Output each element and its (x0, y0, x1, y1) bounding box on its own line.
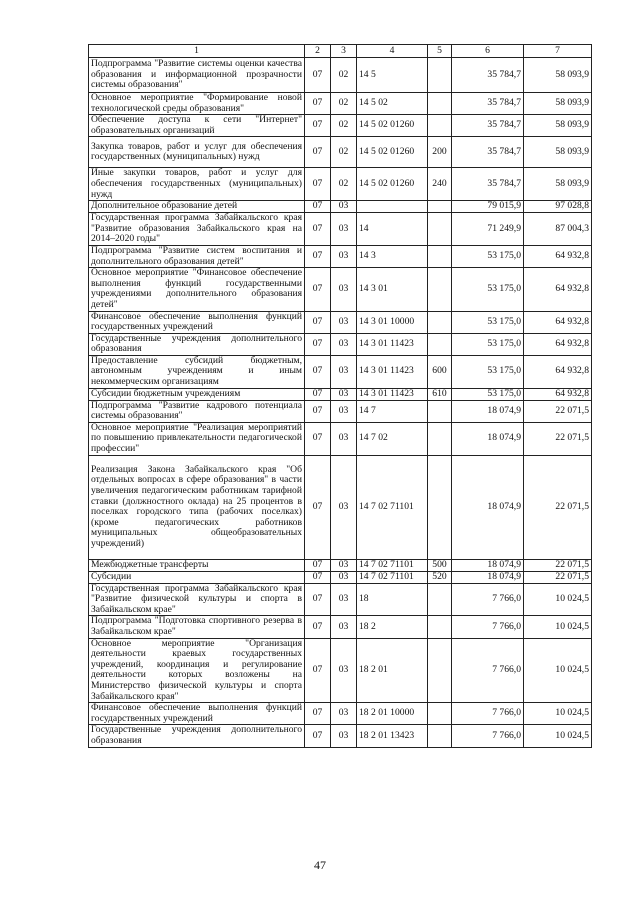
row-subsection: 03 (331, 388, 357, 400)
row-section: 07 (305, 559, 331, 571)
row-target-code: 18 2 01 (357, 638, 428, 703)
row-subsection: 03 (331, 333, 357, 355)
row-amount-col6: 79 015,9 (452, 201, 524, 213)
row-section: 07 (305, 703, 331, 725)
row-name: Предоставление субсидий бюджетным, автономным учреждениям и иным некоммерческим организациям (89, 355, 305, 388)
row-amount-col6: 35 784,7 (452, 168, 524, 201)
row-subsection: 03 (331, 725, 357, 747)
row-amount-col7: 10 024,5 (524, 638, 592, 703)
row-amount-col7: 64 932,8 (524, 245, 592, 267)
row-subsection: 02 (331, 168, 357, 201)
row-subsection: 03 (331, 571, 357, 583)
column-header: 5 (428, 45, 452, 58)
row-target-code: 18 (357, 583, 428, 616)
column-header: 1 (89, 45, 305, 58)
row-subsection: 03 (331, 616, 357, 638)
row-target-code: 18 2 01 10000 (357, 703, 428, 725)
row-section: 07 (305, 725, 331, 747)
row-amount-col7: 58 093,9 (524, 115, 592, 137)
table-header-row (89, 45, 592, 58)
row-target-code: 14 3 (357, 245, 428, 267)
row-expense-type (428, 725, 452, 747)
row-section: 07 (305, 638, 331, 703)
row-expense-type (428, 616, 452, 638)
row-amount-col7: 10 024,5 (524, 616, 592, 638)
row-section: 07 (305, 571, 331, 583)
table-row (89, 422, 592, 455)
row-target-code: 14 (357, 213, 428, 246)
row-amount-col7: 22 071,5 (524, 571, 592, 583)
row-target-code: 14 5 02 01260 (357, 115, 428, 137)
row-amount-col6: 7 766,0 (452, 616, 524, 638)
row-amount-col7: 58 093,9 (524, 137, 592, 168)
row-target-code: 14 7 02 (357, 422, 428, 455)
row-amount-col6: 18 074,9 (452, 455, 524, 559)
row-target-code: 14 5 02 (357, 93, 428, 115)
table-row (89, 333, 592, 355)
row-target-code: 14 5 02 01260 (357, 168, 428, 201)
row-amount-col7: 22 071,5 (524, 455, 592, 559)
row-amount-col6: 53 175,0 (452, 311, 524, 333)
row-target-code: 14 7 (357, 400, 428, 422)
row-name: Основное мероприятие "Формирование новой технологической среды образования" (89, 93, 305, 115)
table-row (89, 201, 592, 213)
row-amount-col7: 64 932,8 (524, 355, 592, 388)
row-subsection: 03 (331, 400, 357, 422)
row-section: 07 (305, 400, 331, 422)
row-expense-type (428, 58, 452, 93)
row-name: Подпрограмма "Подготовка спортивного резерва в Забайкальском крае" (89, 616, 305, 638)
row-name: Реализация Закона Забайкальского края "Об отдельных вопросах в сфере образования" в части увеличения педагогическим работникам тарифной ставки (должностного оклада) на 25 процентов в поселках городского типа (рабочих поселках) (кроме педагогических работников муниципальных общеобразовательных учреждений) (89, 455, 305, 559)
table-row (89, 400, 592, 422)
row-subsection: 03 (331, 583, 357, 616)
row-section: 07 (305, 422, 331, 455)
row-amount-col7: 10 024,5 (524, 583, 592, 616)
table-row (89, 583, 592, 616)
row-amount-col6: 35 784,7 (452, 115, 524, 137)
row-amount-col7: 10 024,5 (524, 725, 592, 747)
row-section: 07 (305, 311, 331, 333)
row-name: Подпрограмма "Развитие систем воспитания и дополнительного образования детей" (89, 245, 305, 267)
row-expense-type: 520 (428, 571, 452, 583)
row-amount-col7: 10 024,5 (524, 703, 592, 725)
row-amount-col6: 18 074,9 (452, 559, 524, 571)
table-row (89, 725, 592, 747)
row-subsection: 02 (331, 93, 357, 115)
row-section: 07 (305, 93, 331, 115)
row-target-code: 14 5 02 01260 (357, 137, 428, 168)
table-row (89, 137, 592, 168)
row-amount-col7: 64 932,8 (524, 311, 592, 333)
column-header: 6 (452, 45, 524, 58)
row-amount-col6: 35 784,7 (452, 58, 524, 93)
row-expense-type: 200 (428, 137, 452, 168)
row-target-code: 14 5 (357, 58, 428, 93)
row-amount-col6: 7 766,0 (452, 703, 524, 725)
row-expense-type: 500 (428, 559, 452, 571)
row-expense-type (428, 583, 452, 616)
column-header: 4 (357, 45, 428, 58)
row-section: 07 (305, 58, 331, 93)
row-amount-col6: 7 766,0 (452, 583, 524, 616)
row-subsection: 02 (331, 58, 357, 93)
table-row (89, 455, 592, 559)
row-amount-col6: 53 175,0 (452, 268, 524, 311)
row-amount-col6: 35 784,7 (452, 93, 524, 115)
table-row (89, 168, 592, 201)
page-number: 47 (314, 858, 326, 872)
row-section: 07 (305, 355, 331, 388)
row-expense-type: 240 (428, 168, 452, 201)
row-name: Дополнительное образование детей (89, 201, 305, 213)
column-header: 2 (305, 45, 331, 58)
row-name: Субсидии бюджетным учреждениям (89, 388, 305, 400)
row-name: Государственная программа Забайкальского края "Развитие образования Забайкальского края на 2014–2020 годы" (89, 213, 305, 246)
table-row (89, 703, 592, 725)
row-amount-col6: 7 766,0 (452, 725, 524, 747)
row-expense-type (428, 703, 452, 725)
row-name: Основное мероприятие "Финансовое обеспечение выполнения функций государственными учреждениями дополнительного образования детей" (89, 268, 305, 311)
row-name: Финансовое обеспечение выполнения функций государственных учреждений (89, 703, 305, 725)
row-subsection: 03 (331, 213, 357, 246)
row-subsection: 02 (331, 137, 357, 168)
row-amount-col7: 64 932,8 (524, 388, 592, 400)
row-name: Межбюджетные трансферты (89, 559, 305, 571)
row-section: 07 (305, 115, 331, 137)
row-section: 07 (305, 213, 331, 246)
row-subsection: 03 (331, 703, 357, 725)
row-target-code: 18 2 01 13423 (357, 725, 428, 747)
row-subsection: 03 (331, 268, 357, 311)
row-section: 07 (305, 268, 331, 311)
row-target-code: 14 3 01 (357, 268, 428, 311)
row-subsection: 03 (331, 201, 357, 213)
row-section: 07 (305, 137, 331, 168)
column-header: 3 (331, 45, 357, 58)
row-subsection: 03 (331, 422, 357, 455)
row-expense-type (428, 245, 452, 267)
table-row (89, 58, 592, 93)
row-subsection: 02 (331, 115, 357, 137)
table-row (89, 115, 592, 137)
row-amount-col6: 53 175,0 (452, 245, 524, 267)
row-name: Основное мероприятие "Реализация мероприятий по повышению привлекательности педагогической профессии" (89, 422, 305, 455)
row-name: Государственные учреждения дополнительного образования (89, 725, 305, 747)
table-row (89, 559, 592, 571)
table-row (89, 571, 592, 583)
table-row (89, 245, 592, 267)
row-amount-col7: 97 028,8 (524, 201, 592, 213)
budget-table (88, 44, 592, 748)
row-target-code: 14 7 02 71101 (357, 571, 428, 583)
row-name: Обеспечение доступа к сети "Интернет" образовательных организаций (89, 115, 305, 137)
table-row (89, 213, 592, 246)
row-amount-col6: 53 175,0 (452, 333, 524, 355)
row-expense-type (428, 93, 452, 115)
column-header: 7 (524, 45, 592, 58)
row-target-code (357, 201, 428, 213)
row-amount-col6: 53 175,0 (452, 388, 524, 400)
row-target-code: 14 3 01 11423 (357, 388, 428, 400)
row-amount-col6: 18 074,9 (452, 422, 524, 455)
row-subsection: 03 (331, 455, 357, 559)
row-subsection: 03 (331, 559, 357, 571)
row-target-code: 14 3 01 10000 (357, 311, 428, 333)
row-subsection: 03 (331, 355, 357, 388)
row-amount-col6: 35 784,7 (452, 137, 524, 168)
table-row (89, 268, 592, 311)
row-expense-type (428, 400, 452, 422)
row-section: 07 (305, 333, 331, 355)
row-amount-col7: 22 071,5 (524, 422, 592, 455)
row-amount-col7: 87 004,3 (524, 213, 592, 246)
row-amount-col7: 58 093,9 (524, 168, 592, 201)
row-expense-type (428, 422, 452, 455)
row-amount-col6: 7 766,0 (452, 638, 524, 703)
row-expense-type (428, 213, 452, 246)
row-section: 07 (305, 583, 331, 616)
row-section: 07 (305, 455, 331, 559)
row-expense-type (428, 311, 452, 333)
row-name: Основное мероприятие "Организация деятельности краевых государственных учреждений, координация и регулирование деятельности которых возложены на Министерство физической культуры и спорта Забайкальского края" (89, 638, 305, 703)
row-expense-type (428, 115, 452, 137)
row-target-code: 14 7 02 71101 (357, 455, 428, 559)
row-subsection: 03 (331, 638, 357, 703)
row-amount-col6: 18 074,9 (452, 571, 524, 583)
row-amount-col7: 64 932,8 (524, 333, 592, 355)
row-target-code: 14 3 01 11423 (357, 333, 428, 355)
row-name: Финансовое обеспечение выполнения функций государственных учреждений (89, 311, 305, 333)
row-name: Подпрограмма "Развитие кадрового потенциала системы образования" (89, 400, 305, 422)
row-name: Иные закупки товаров, работ и услуг для обеспечения государственных (муниципальных) нужд (89, 168, 305, 201)
row-section: 07 (305, 245, 331, 267)
table-row (89, 311, 592, 333)
table-row (89, 93, 592, 115)
row-name: Подпрограмма "Развитие системы оценки качества образования и информационной прозрачности системы образования" (89, 58, 305, 93)
row-amount-col6: 53 175,0 (452, 355, 524, 388)
row-subsection: 03 (331, 245, 357, 267)
row-target-code: 18 2 (357, 616, 428, 638)
row-section: 07 (305, 388, 331, 400)
table-row (89, 616, 592, 638)
row-amount-col7: 22 071,5 (524, 559, 592, 571)
row-amount-col7: 58 093,9 (524, 93, 592, 115)
table-row (89, 638, 592, 703)
row-target-code: 14 7 02 71101 (357, 559, 428, 571)
row-name: Субсидии (89, 571, 305, 583)
row-amount-col7: 64 932,8 (524, 268, 592, 311)
table-row (89, 388, 592, 400)
row-section: 07 (305, 616, 331, 638)
table-row (89, 355, 592, 388)
row-amount-col6: 71 249,9 (452, 213, 524, 246)
row-section: 07 (305, 201, 331, 213)
row-subsection: 03 (331, 311, 357, 333)
row-expense-type (428, 201, 452, 213)
row-expense-type (428, 455, 452, 559)
row-name: Государственная программа Забайкальского края "Развитие физической культуры и спорта в Забайкальском крае" (89, 583, 305, 616)
row-amount-col7: 22 071,5 (524, 400, 592, 422)
row-expense-type: 600 (428, 355, 452, 388)
row-amount-col7: 58 093,9 (524, 58, 592, 93)
row-expense-type: 610 (428, 388, 452, 400)
row-section: 07 (305, 168, 331, 201)
row-expense-type (428, 333, 452, 355)
row-expense-type (428, 638, 452, 703)
row-expense-type (428, 268, 452, 311)
row-name: Закупка товаров, работ и услуг для обеспечения государственных (муниципальных) нужд (89, 137, 305, 168)
row-target-code: 14 3 01 11423 (357, 355, 428, 388)
row-name: Государственные учреждения дополнительного образования (89, 333, 305, 355)
row-amount-col6: 18 074,9 (452, 400, 524, 422)
